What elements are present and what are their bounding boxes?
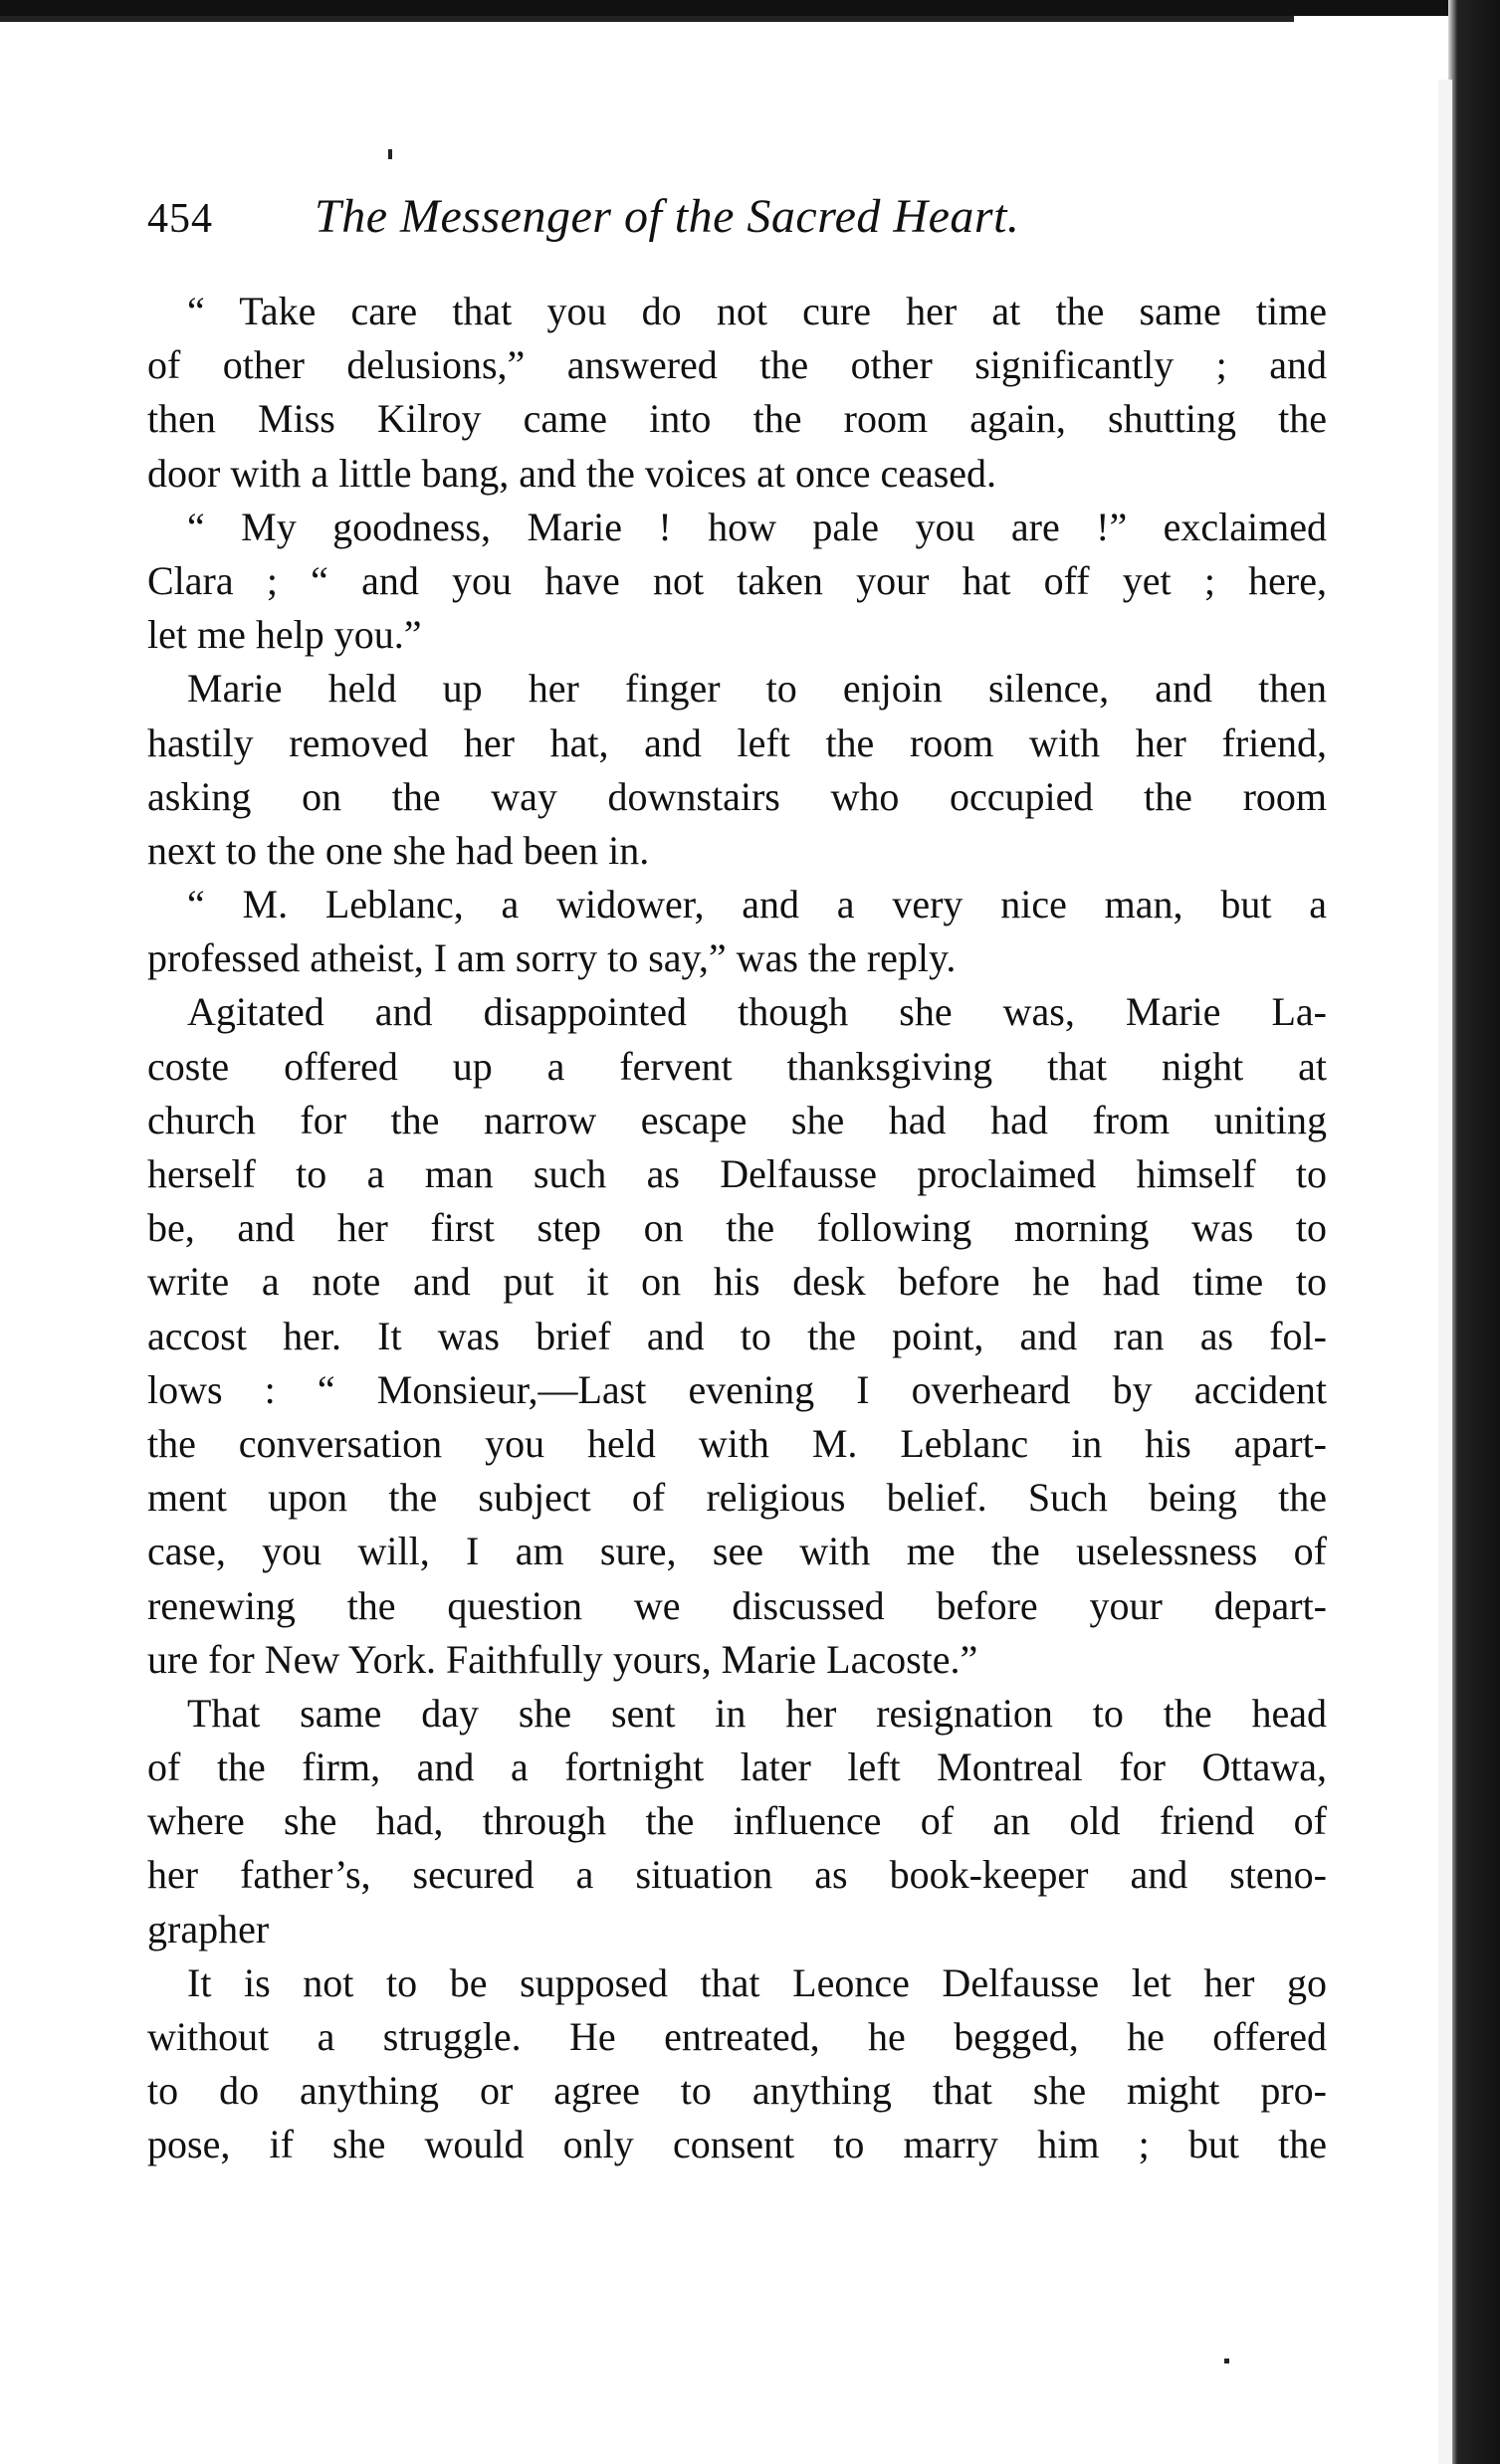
text-line: Clara ; “ and you have not taken your hat off yet ; here, <box>147 557 1327 603</box>
text-line: coste offered up a fervent thanksgiving that night at <box>147 1043 1327 1089</box>
text-line: “ M. Leblanc, a widower, and a very nice man, but a <box>187 882 1327 927</box>
text-line: write a note and put it on his desk before he had time to <box>147 1259 1327 1305</box>
text-line: asking on the way downstairs who occupied the room <box>147 773 1327 819</box>
text-line: That same day she sent in her resignation to the head <box>187 1690 1327 1736</box>
text-line: be, and her first step on the following morning was to <box>147 1205 1327 1251</box>
text-line: Marie held up her finger to enjoin silence, and then <box>187 666 1327 712</box>
page-gutter <box>1438 80 1452 2464</box>
text-line: Agitated and disappointed though she was, Marie La- <box>187 989 1327 1035</box>
text-line: of other delusions,” answered the other significantly ; and <box>147 342 1327 388</box>
top-scan-border <box>0 0 1453 16</box>
text-line: professed atheist, I am sorry to say,” was the reply. <box>147 935 957 981</box>
text-line: It is not to be supposed that Leonce Delfausse let her go <box>187 1959 1327 2005</box>
text-line: the conversation you held with M. Leblanc in his apart- <box>147 1420 1327 1466</box>
text-line: herself to a man such as Delfausse proclaimed himself to <box>147 1151 1327 1196</box>
right-scan-border <box>1448 0 1500 2464</box>
text-line: next to the one she had been in. <box>147 827 650 873</box>
text-line: “ My goodness, Marie ! how pale you are !” exclaimed <box>187 504 1327 549</box>
print-speck <box>1224 2359 1229 2363</box>
text-line: ure for New York. Faithfully yours, Marie Lacoste.” <box>147 1636 978 1682</box>
text-line: without a struggle. He entreated, he begged, he offered <box>147 2014 1327 2059</box>
text-line: church for the narrow escape she had had from uniting <box>147 1097 1327 1142</box>
running-title: The Messenger of the Sacred Heart. <box>315 190 1020 243</box>
text-line: door with a little bang, and the voices at once ceased. <box>147 450 997 496</box>
text-line: her father’s, secured a situation as book-keeper and steno- <box>147 1852 1327 1898</box>
text-line: hastily removed her hat, and left the room with her friend, <box>147 719 1327 765</box>
page-header <box>147 189 1327 285</box>
text-line: case, you will, I am sure, see with me the uselessness of <box>147 1529 1327 1574</box>
text-line: where she had, through the influence of an old friend of <box>147 1798 1327 1844</box>
text-line: let me help you.” <box>147 612 422 658</box>
text-line: to do anything or agree to anything that she might pro- <box>147 2068 1327 2114</box>
body-text <box>147 285 1327 2172</box>
page-number: 454 <box>147 196 213 242</box>
book-page <box>147 189 1327 2172</box>
print-speck <box>388 149 392 159</box>
top-scan-border-shadow <box>0 16 1294 22</box>
text-line: accost her. It was brief and to the point, and ran as fol- <box>147 1313 1327 1358</box>
text-line: grapher <box>147 1906 270 1951</box>
text-line: then Miss Kilroy came into the room again, shutting the <box>147 396 1327 442</box>
text-line: “ Take care that you do not cure her at the same time <box>187 289 1327 333</box>
text-line: lows : “ Monsieur,—Last evening I overheard by accident <box>147 1366 1327 1412</box>
text-line: pose, if she would only consent to marry him ; but the <box>147 2122 1327 2167</box>
text-line: ment upon the subject of religious belief. Such being the <box>147 1475 1327 1521</box>
text-line: renewing the question we discussed before your depart- <box>147 1582 1327 1628</box>
text-line: of the firm, and a fortnight later left Montreal for Ottawa, <box>147 1745 1327 1790</box>
